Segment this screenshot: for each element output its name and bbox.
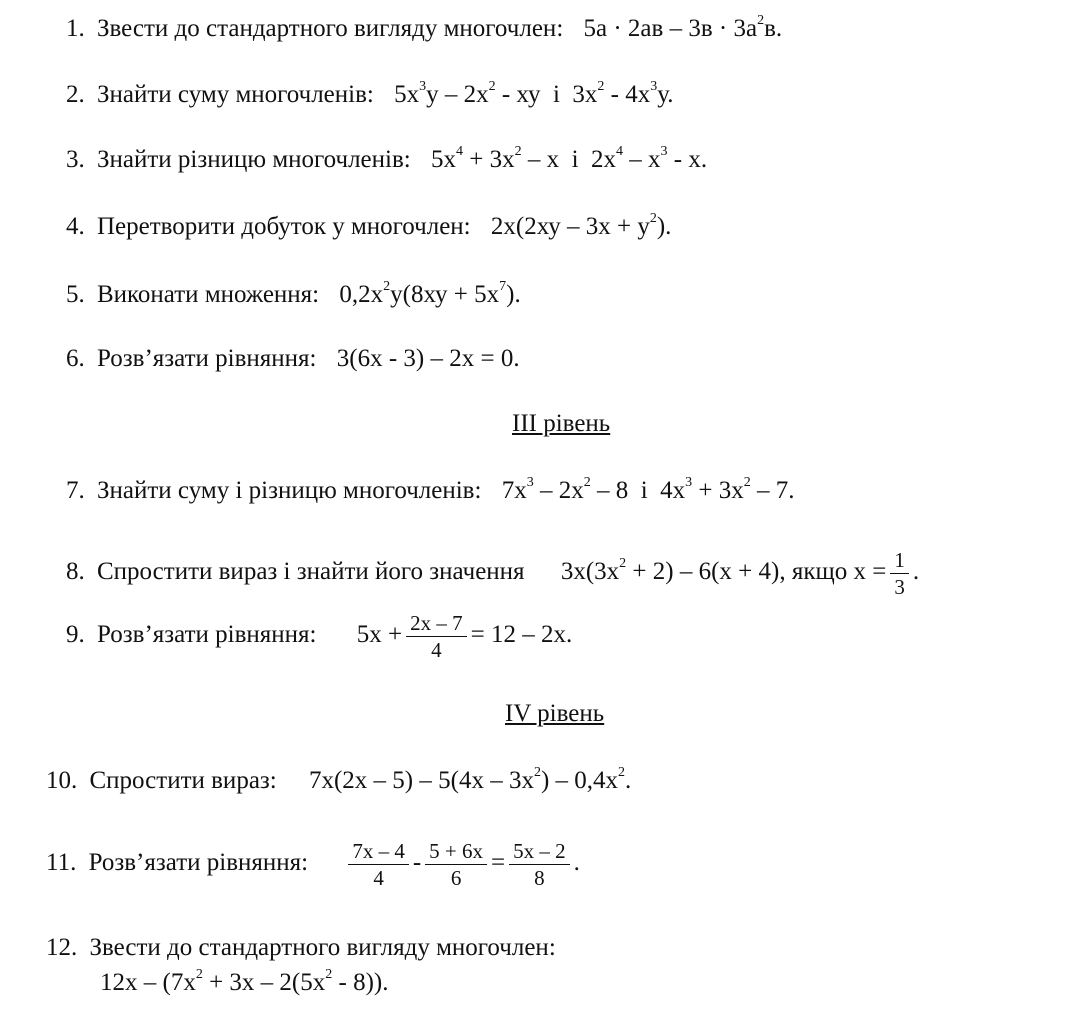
fraction: $\frac{1}{3}$: [890, 547, 909, 600]
task-text: Розв’язати рівняння:: [88, 849, 309, 876]
task-4: 4. Перетворити добуток у многочлен: $2х(2ху - 3х + у^2)$.: [66, 210, 672, 240]
task-text: Знайти суму і різницю многочленів:: [97, 477, 482, 504]
task-text: Звести до стандартного вигляду многочлен:: [89, 934, 556, 961]
task-text: Знайти різницю многочленів:: [97, 146, 411, 173]
task-10: 10. Спростити вираз: $7х(2х - 5) - 5(4х - 3х^2) - 0,4х^2$.: [46, 764, 632, 794]
task-11: 11. Розв’язати рівняння: $\frac{7x - 4}{4}$ - $\frac{5 + 6x}{6}$ = $\frac{5x - 2}{8}$ .: [46, 838, 580, 890]
task-1: 1. Звести до стандартного вигляду многочлен: $5а \cdot 2ав - 3в \cdot 3а^2в$.: [66, 12, 783, 42]
expression: $7х^3 - 2х^2 - 8$ і $4х^3 + 3х^2 - 7$.: [501, 474, 795, 504]
expression: 5х + $\frac{2x - 7}{4}$ = 12 – 2х.: [356, 610, 573, 662]
expression: $2х(2ху - 3х + у^2)$.: [490, 210, 672, 240]
fraction: $\frac{7x - 4}{4}$: [348, 838, 409, 891]
task-text: Розв’язати рівняння:: [97, 345, 317, 372]
fraction: $\frac{5 + 6x}{6}$: [425, 838, 487, 891]
heading-level-4: ІV рівень: [505, 700, 605, 727]
expression: $\frac{7x - 4}{4}$ - $\frac{5 + 6x}{6}$ = $\frac{5x - 2}{8}$ .: [344, 849, 580, 876]
task-8: 8. Спростити вираз і знайти його значення $3х(3х^2 + 2) - 6(х + 4)$, якщо х = $\frac{1}{3}$ .: [66, 547, 920, 599]
expression: $5а \cdot 2ав - 3в \cdot 3а^2в$.: [583, 12, 783, 42]
task-text: Спростити вираз і знайти його значення: [97, 558, 525, 585]
expression: $3х(3х^2 + 2) - 6(х + 4)$, якщо х = $\frac{1}{3}$ .: [560, 547, 920, 599]
task-9: 9. Розв’язати рівняння: 5х + $\frac{2x - 7}{4}$ = 12 – 2х.: [66, 610, 573, 662]
task-text: Перетворити добуток у многочлен:: [97, 213, 471, 240]
task-7: 7. Знайти суму і різницю многочленів: $7х^3 - 2х^2 - 8$ і $4х^3 + 3х^2 - 7$.: [66, 474, 795, 504]
fraction: $\frac{2x - 7}{4}$: [406, 610, 467, 663]
task-text: Звести до стандартного вигляду многочлен:: [97, 15, 564, 42]
task-6: 6. Розв’язати рівняння: 3(6х - 3) – 2х = 0.: [66, 345, 520, 372]
task-5: 5. Виконати множення: $0,2х^2у(8ху + 5х^7)$.: [66, 278, 521, 308]
heading-level-3: ІІІ рівень: [512, 410, 611, 437]
task-3: 3. Знайти різницю многочленів: $5х^4 + 3х^2 - х$ і $2х^4 - х^3$ - х.: [66, 143, 708, 173]
expression: $5х^4 + 3х^2 - х$ і $2х^4 - х^3$ - х.: [430, 143, 708, 173]
expression: $0,2х^2у(8ху + 5х^7)$.: [339, 278, 521, 308]
task-12: 12. Звести до стандартного вигляду многочлен:: [46, 934, 556, 961]
task-text: Розв’язати рівняння:: [97, 621, 317, 648]
task-12-expression: $12х - (7х^2 + 3х - 2(5х^2 - 8))$.: [100, 966, 389, 996]
task-text: Виконати множення:: [97, 281, 320, 308]
task-text: Спростити вираз:: [89, 767, 277, 794]
task-text: Знайти суму многочленів:: [97, 81, 374, 108]
expression: $5х^3у - 2х^2$ - ху і $3х^2 - 4х^3у$.: [394, 78, 674, 108]
fraction: $\frac{5x - 2}{8}$: [509, 838, 570, 891]
expression: 3(6х - 3) – 2х = 0.: [336, 345, 520, 372]
expression: $7х(2х - 5) - 5(4х - 3х^2) - 0,4х^2$.: [308, 764, 632, 794]
task-2: 2. Знайти суму многочленів: $5х^3у - 2х^2$ - ху і $3х^2 - 4х^3у$.: [66, 78, 674, 108]
